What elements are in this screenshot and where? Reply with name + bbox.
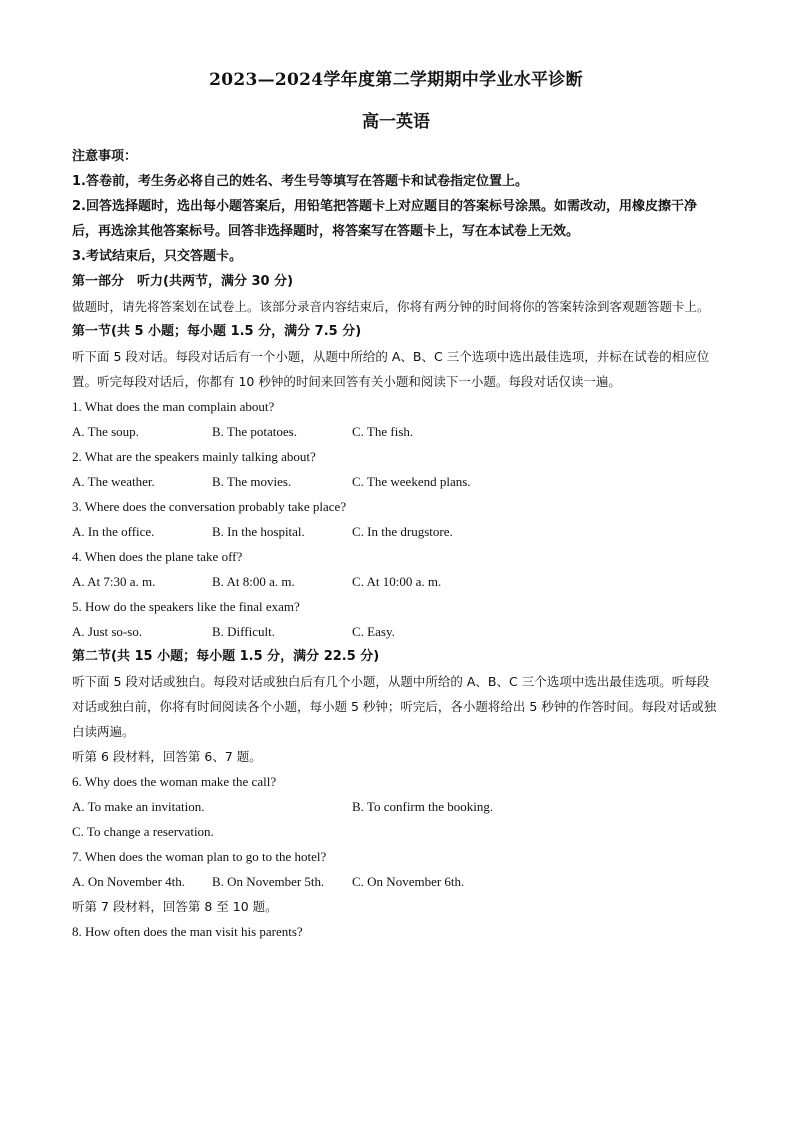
option-c: C. To change a reservation.: [72, 824, 214, 839]
part1-instruction: 做题时，请先将答案划在试卷上。该部分录音内容结束后，你将有两分钟的时间将你的答案转涂到客观题答题卡上。: [72, 299, 710, 314]
question-6-options-row2: [72, 819, 720, 844]
question-7-options: [72, 869, 720, 894]
exam-title: 2023—2024学年度第二学期期中学业水平诊断: [209, 70, 583, 90]
notice-item-3: 3.考试结束后，只交答题卡。: [72, 249, 242, 264]
material-7-note: 听第 7 段材料，回答第 8 至 10 题。: [72, 899, 278, 914]
section1-instruction: 听下面 5 段对话。每段对话后有一个小题，从题中所给的 A、B、C 三个选项中选出最佳选项，并标在试卷的相应位置。听完每段对话后，你都有 10 秒钟的时间来回答有关小题和阅读下一小题。每段对话仅读一遍。: [72, 349, 710, 389]
material-6-note: 听第 6 段材料，回答第 6、7 题。: [72, 749, 262, 764]
question-2-options: [72, 469, 720, 494]
question-3-options: [72, 519, 720, 544]
option-b: B. The movies.: [212, 474, 292, 489]
option-a: A. On November 4th.: [72, 874, 186, 889]
option-b: B. At 8:00 a. m.: [212, 574, 295, 589]
question-8: 8. How often does the man visit his parents?: [72, 924, 303, 939]
exam-subject: 高一英语: [362, 112, 430, 132]
question-3: 3. Where does the conversation probably take place?: [72, 499, 347, 514]
notice-item-1: 1.答卷前，考生务必将自己的姓名、考生号等填写在答题卡和试卷指定位置上。: [72, 174, 528, 189]
question-5: 5. How do the speakers like the final exam?: [72, 599, 300, 614]
option-a: A. To make an invitation.: [72, 799, 205, 814]
option-b: B. In the hospital.: [212, 524, 305, 539]
option-a: A. At 7:30 a. m.: [72, 574, 156, 589]
part1-heading: 第一部分 听力(共两节，满分 30 分): [72, 274, 294, 289]
question-1: 1. What does the man complain about?: [72, 399, 275, 414]
notice-heading: 注意事项：: [72, 149, 138, 164]
option-a: A. In the office.: [72, 524, 155, 539]
option-c: C. The fish.: [352, 424, 414, 439]
question-6: 6. Why does the woman make the call?: [72, 774, 277, 789]
option-b: B. The potatoes.: [212, 424, 297, 439]
option-c: C. Easy.: [352, 624, 395, 639]
option-b: B. On November 5th.: [212, 874, 325, 889]
option-b: B. Difficult.: [212, 624, 275, 639]
option-c: C. In the drugstore.: [352, 524, 453, 539]
option-c: C. At 10:00 a. m.: [352, 574, 442, 589]
section2-instruction: 听下面 5 段对话或独白。每段对话或独白后有几个小题，从题中所给的 A、B、C 三个选项中选出最佳选项。听每段对话或独白前，你将有时间阅读各个小题，每小题 5 秒钟；听完后，各小题将给出 5 秒钟的作答时间。每段对话或独白读两遍。: [72, 674, 717, 739]
question-4-options: [72, 569, 720, 594]
option-a: A. Just so-so.: [72, 624, 143, 639]
section1-heading: 第一节(共 5 小题；每小题 1.5 分，满分 7.5 分): [72, 324, 362, 339]
question-6-options-row1: [72, 794, 720, 819]
question-5-options: [72, 619, 720, 644]
option-c: C. On November 6th.: [352, 874, 465, 889]
option-a: A. The soup.: [72, 424, 139, 439]
option-a: A. The weather.: [72, 474, 155, 489]
exam-page: [72, 66, 720, 944]
section2-heading: 第二节(共 15 小题；每小题 1.5 分，满分 22.5 分): [72, 649, 380, 664]
question-7: 7. When does the woman plan to go to the hotel?: [72, 849, 327, 864]
question-2: 2. What are the speakers mainly talking about?: [72, 449, 316, 464]
option-b: B. To confirm the booking.: [352, 799, 494, 814]
question-4: 4. When does the plane take off?: [72, 549, 243, 564]
option-c: C. The weekend plans.: [352, 474, 471, 489]
notice-item-2: 2.回答选择题时，选出每小题答案后，用铅笔把答题卡上对应题目的答案标号涂黑。如需改动，用橡皮擦干净后，再选涂其他答案标号。回答非选择题时，将答案写在答题卡上，写在本试卷上无效。: [72, 199, 697, 239]
question-1-options: [72, 419, 720, 444]
